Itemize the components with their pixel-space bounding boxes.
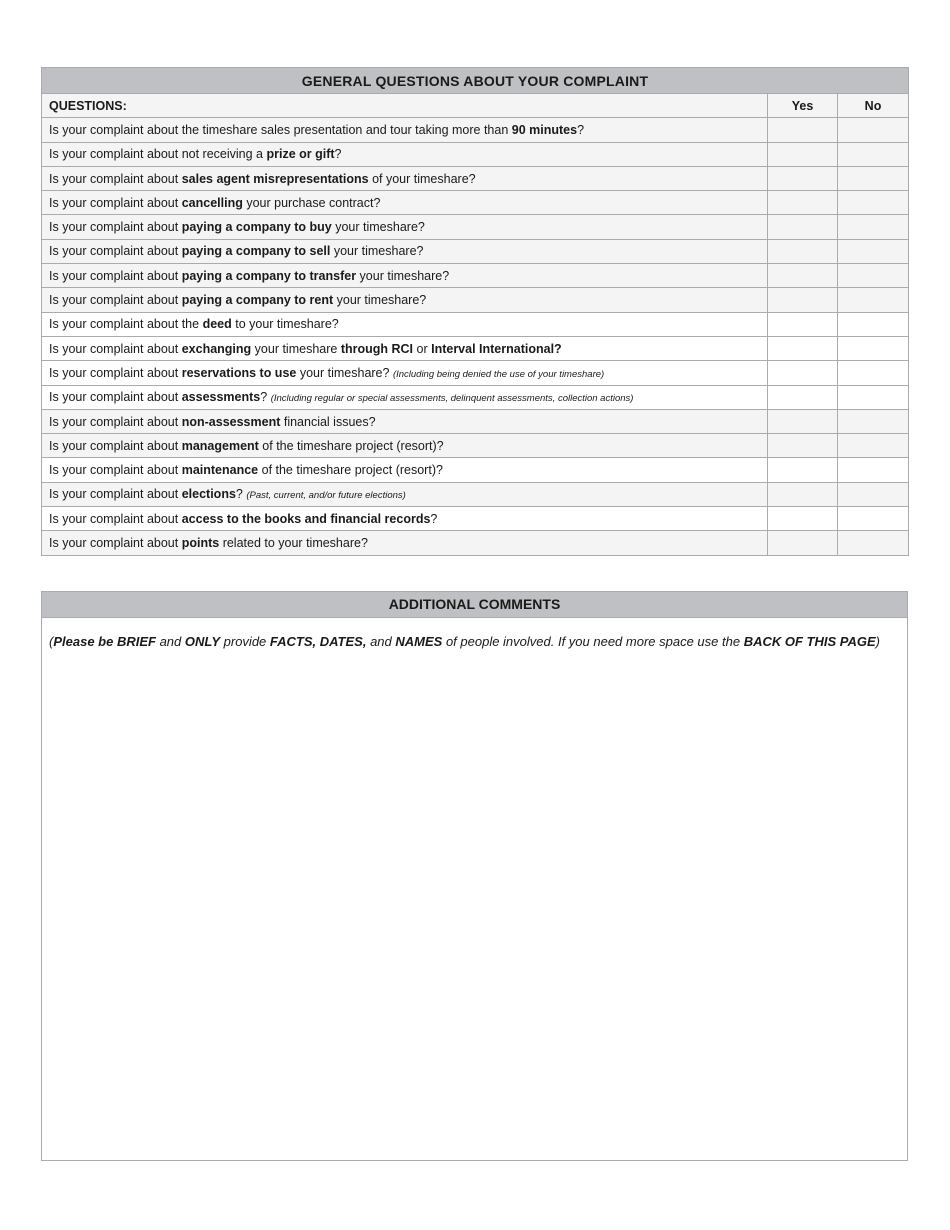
yes-answer-cell[interactable] — [768, 361, 838, 385]
question-row — [42, 409, 909, 433]
text-segment: Is your complaint about — [49, 220, 182, 235]
bold-text: paying a company to rent — [181, 293, 334, 308]
question-row — [42, 531, 909, 555]
bold-text: FACTS, DATES, — [269, 634, 367, 649]
question-text — [42, 215, 768, 239]
bold-text: exchanging — [181, 341, 252, 356]
question-text — [42, 482, 768, 506]
text-segment: your timeshare — [251, 341, 341, 356]
yes-answer-cell[interactable] — [768, 385, 838, 409]
text-segment: ? — [235, 487, 247, 502]
text-segment: ( — [49, 634, 54, 649]
text-segment: and — [366, 634, 396, 649]
yes-answer-cell[interactable] — [768, 434, 838, 458]
text-segment: to your timeshare? — [231, 317, 339, 332]
yes-answer-cell[interactable] — [768, 531, 838, 555]
no-answer-cell[interactable] — [838, 191, 909, 215]
text-segment: of your timeshare? — [368, 171, 476, 186]
yes-answer-cell[interactable] — [768, 191, 838, 215]
question-text — [42, 361, 768, 385]
yes-answer-cell[interactable] — [768, 482, 838, 506]
no-answer-cell[interactable] — [838, 458, 909, 482]
question-row — [42, 288, 909, 312]
text-segment: Is your complaint about — [49, 487, 182, 502]
bold-text: reservations to use — [181, 365, 297, 380]
text-segment: Is your complaint about — [49, 171, 182, 186]
no-answer-cell[interactable] — [838, 288, 909, 312]
text-segment: your timeshare? — [296, 365, 393, 380]
question-text — [42, 264, 768, 288]
question-text — [42, 531, 768, 555]
text-segment: related to your timeshare? — [219, 535, 368, 550]
question-text — [42, 191, 768, 215]
text-segment: of people involved. If you need more space use the — [442, 634, 744, 649]
yes-column-header: Yes — [768, 94, 838, 118]
text-segment: your timeshare? — [331, 220, 425, 235]
text-segment: Is your complaint about — [49, 268, 182, 283]
text-segment: Is your complaint about the — [49, 317, 203, 332]
bold-text: assessments — [181, 390, 261, 405]
bold-text: Interval International? — [431, 341, 562, 356]
text-segment: and — [155, 634, 185, 649]
no-answer-cell[interactable] — [838, 215, 909, 239]
text-segment: Is your complaint about not receiving a — [49, 147, 267, 162]
bold-text: elections — [181, 487, 236, 502]
yes-answer-cell[interactable] — [768, 166, 838, 190]
question-row — [42, 215, 909, 239]
question-row — [42, 118, 909, 142]
bold-text: paying a company to buy — [181, 220, 332, 235]
text-segment: ? — [430, 511, 438, 526]
yes-answer-cell[interactable] — [768, 142, 838, 166]
questions-column-header: QUESTIONS: — [42, 94, 768, 118]
question-row — [42, 361, 909, 385]
bold-text: cancelling — [181, 195, 243, 210]
question-row — [42, 458, 909, 482]
bold-text: NAMES — [395, 634, 443, 649]
no-answer-cell[interactable] — [838, 239, 909, 263]
text-segment: ? — [260, 390, 271, 405]
text-segment: your timeshare? — [356, 268, 450, 283]
bold-text: 90 minutes — [511, 122, 578, 137]
no-column-header: No — [838, 94, 909, 118]
text-segment: Is your complaint about — [49, 463, 182, 478]
bold-text: non-assessment — [181, 414, 281, 429]
yes-answer-cell[interactable] — [768, 239, 838, 263]
bold-text: access to the books and financial records — [181, 511, 431, 526]
question-row — [42, 434, 909, 458]
text-segment: your timeshare? — [333, 293, 427, 308]
text-segment: ? — [577, 122, 585, 137]
no-answer-cell[interactable] — [838, 312, 909, 336]
yes-answer-cell[interactable] — [768, 312, 838, 336]
question-row — [42, 166, 909, 190]
yes-answer-cell[interactable] — [768, 409, 838, 433]
question-row — [42, 264, 909, 288]
bold-text: paying a company to sell — [181, 244, 331, 259]
bold-text: points — [181, 535, 220, 550]
bold-text: ONLY — [184, 634, 221, 649]
bold-text: through RCI — [340, 341, 414, 356]
no-answer-cell[interactable] — [838, 531, 909, 555]
no-answer-cell[interactable] — [838, 482, 909, 506]
bold-text: deed — [202, 317, 232, 332]
yes-answer-cell[interactable] — [768, 336, 838, 360]
text-segment: your timeshare? — [330, 244, 424, 259]
no-answer-cell[interactable] — [838, 385, 909, 409]
question-row — [42, 507, 909, 531]
no-answer-cell[interactable] — [838, 434, 909, 458]
yes-answer-cell[interactable] — [768, 215, 838, 239]
question-text — [42, 336, 768, 360]
text-segment: or — [413, 341, 432, 356]
yes-answer-cell[interactable] — [768, 458, 838, 482]
question-row — [42, 336, 909, 360]
italic-note: (Including being denied the use of your timeshare) — [392, 368, 605, 380]
no-answer-cell[interactable] — [838, 142, 909, 166]
question-text — [42, 434, 768, 458]
no-answer-cell[interactable] — [838, 264, 909, 288]
question-row — [42, 482, 909, 506]
text-segment: Is your complaint about — [49, 365, 182, 380]
bold-text: maintenance — [181, 463, 259, 478]
comments-section-title: ADDITIONAL COMMENTS — [42, 592, 907, 618]
yes-answer-cell[interactable] — [768, 288, 838, 312]
text-segment: Is your complaint about the timeshare sales presentation and tour taking more than — [49, 122, 512, 137]
text-segment: Is your complaint about — [49, 438, 182, 453]
text-segment: of the timeshare project (resort)? — [258, 438, 444, 453]
bold-text: paying a company to transfer — [181, 268, 357, 283]
question-text — [42, 409, 768, 433]
yes-answer-cell[interactable] — [768, 264, 838, 288]
comments-instruction — [42, 618, 907, 649]
bold-text: management — [181, 438, 259, 453]
no-answer-cell[interactable] — [838, 118, 909, 142]
text-segment: Is your complaint about — [49, 414, 182, 429]
complaint-questions-table — [41, 67, 909, 556]
no-answer-cell[interactable] — [838, 336, 909, 360]
text-segment: ) — [875, 634, 880, 649]
text-segment: your purchase contract? — [242, 195, 381, 210]
text-segment: Is your complaint about — [49, 390, 182, 405]
text-segment: financial issues? — [280, 414, 376, 429]
question-row — [42, 312, 909, 336]
question-text — [42, 385, 768, 409]
question-row — [42, 142, 909, 166]
yes-answer-cell[interactable] — [768, 118, 838, 142]
question-text — [42, 312, 768, 336]
text-segment: Is your complaint about — [49, 511, 182, 526]
bold-text: prize or gift — [266, 147, 335, 162]
bold-text: sales agent misrepresentations — [181, 171, 369, 186]
questions-section-title: GENERAL QUESTIONS ABOUT YOUR COMPLAINT — [42, 68, 909, 94]
no-answer-cell[interactable] — [838, 166, 909, 190]
question-text — [42, 458, 768, 482]
question-text — [42, 288, 768, 312]
question-rows — [42, 118, 909, 555]
question-row — [42, 239, 909, 263]
question-row — [42, 385, 909, 409]
no-answer-cell[interactable] — [838, 361, 909, 385]
bold-text: Please be BRIEF — [53, 634, 156, 649]
additional-comments-box[interactable] — [41, 591, 908, 1161]
question-text — [42, 142, 768, 166]
no-answer-cell[interactable] — [838, 507, 909, 531]
text-segment: Is your complaint about — [49, 341, 182, 356]
text-segment: Is your complaint about — [49, 195, 182, 210]
text-segment: of the timeshare project (resort)? — [258, 463, 443, 478]
question-text — [42, 507, 768, 531]
italic-note: (Past, current, and/or future elections) — [246, 490, 406, 502]
text-segment: provide — [220, 634, 270, 649]
text-segment: ? — [334, 147, 342, 162]
bold-text: BACK OF THIS PAGE — [743, 634, 876, 649]
text-segment: Is your complaint about — [49, 293, 182, 308]
question-text — [42, 239, 768, 263]
question-text — [42, 118, 768, 142]
text-segment: Is your complaint about — [49, 244, 182, 259]
question-row — [42, 191, 909, 215]
italic-note: (Including regular or special assessments, delinquent assessments, collection actions) — [270, 393, 634, 405]
no-answer-cell[interactable] — [838, 409, 909, 433]
yes-answer-cell[interactable] — [768, 507, 838, 531]
question-text — [42, 166, 768, 190]
text-segment: Is your complaint about — [49, 535, 182, 550]
